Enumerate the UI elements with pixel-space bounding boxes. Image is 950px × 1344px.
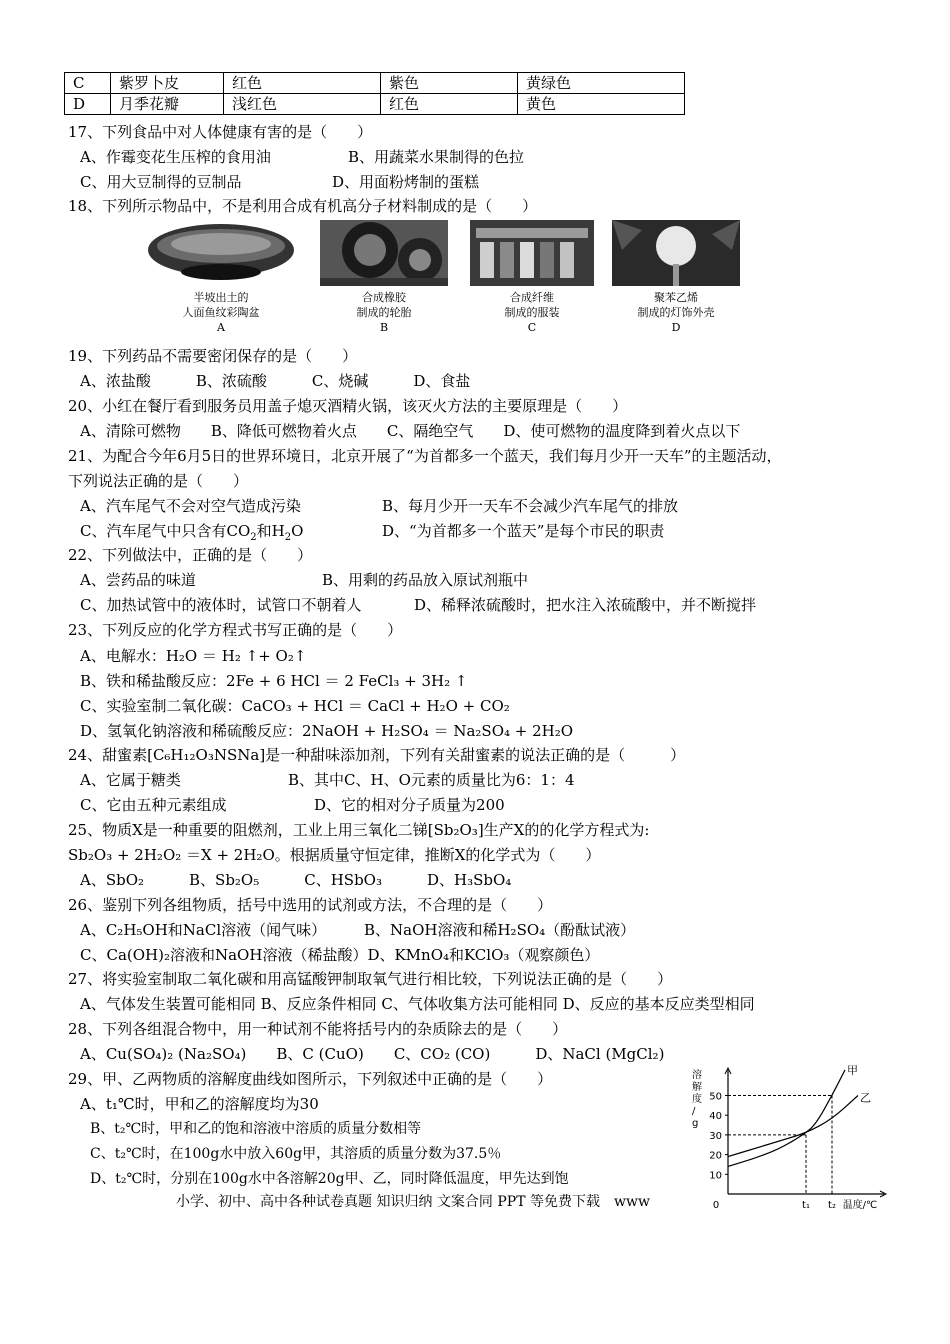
image-caption-a xyxy=(146,290,296,335)
y-axis-label-char: 解 xyxy=(692,1082,702,1093)
x-tick-label: t₁ xyxy=(802,1200,810,1211)
series-label: 乙 xyxy=(860,1091,871,1105)
y-tick-label: 20 xyxy=(709,1150,722,1162)
question-27-options: A、气体发生装置可能相同 B、反应条件相同 C、气体收集方法可能相同 D、反应的基本反应类型相同 xyxy=(80,995,755,1013)
caption-line: 人面鱼纹彩陶盆 xyxy=(182,306,260,319)
question-20-stem: 20、小红在餐厅看到服务员用盖子熄灭酒精火锅，该灭火方法的主要原理是（ ） xyxy=(68,397,628,415)
caption-letter: C xyxy=(527,321,537,334)
question-25-options: A、SbO₂ B、Sb₂O₅ C、HSbO₃ D、H₃SbO₄ xyxy=(80,871,512,889)
caption-letter: B xyxy=(379,321,389,334)
table-cell: C xyxy=(65,73,111,94)
question-25-stem: 25、物质X是一种重要的阻燃剂，工业上用三氧化二锑[Sb₂O₃]生产X的的化学方程式为: xyxy=(68,821,650,839)
question-23-option-b: B、铁和稀盐酸反应：2Fe + 6 HCl ＝ 2 FeCl₃ + 3H₂ ↑ xyxy=(80,672,468,690)
question-21-option-c xyxy=(80,522,303,547)
caption-line: 合成纤维 xyxy=(510,291,554,304)
question-17-option-b: B、用蔬菜水果制得的色拉 xyxy=(348,148,525,166)
question-24-option-b: B、其中C、H、O元素的质量比为6：1：4 xyxy=(288,771,575,789)
question-21-option-a: A、汽车尾气不会对空气造成污染 xyxy=(80,497,301,515)
table-row xyxy=(65,94,685,115)
question-26-option-cd: C、Ca(OH)₂溶液和NaOH溶液（稀盐酸）D、KMnO₄和KClO₃（观察颜色） xyxy=(80,946,600,964)
question-22-stem: 22、下列做法中，正确的是（ ） xyxy=(68,546,313,564)
question-17-option-d: D、用面粉烤制的蛋糕 xyxy=(332,173,480,191)
x-tick-label: t₂ xyxy=(828,1200,836,1211)
question-18-stem: 18、下列所示物品中，不是利用合成有机高分子材料制成的是（ ） xyxy=(68,197,538,215)
question-21-stem-cont: 下列说法正确的是（ ） xyxy=(68,472,249,490)
question-23-option-d: D、氢氧化钠溶液和稀硫酸反应：2NaOH + H₂SO₄ ＝ Na₂SO₄ + 2H₂O xyxy=(80,722,574,740)
question-28-options: A、Cu(SO₄)₂ (Na₂SO₄) B、C (CuO) C、CO₂ (CO) D、NaCl (MgCl₂) xyxy=(80,1045,665,1063)
x-tick-label: 0 xyxy=(712,1200,720,1211)
footer-text: 小学、初中、高中各种试卷真题 知识归纳 文案合同 PPT 等免费下载 www xyxy=(176,1194,650,1210)
series-label: 甲 xyxy=(847,1064,858,1077)
question-23-option-a: A、电解水：H₂O ＝ H₂ ↑+ O₂↑ xyxy=(80,647,307,665)
caption-letter: D xyxy=(671,321,681,334)
question-29-option-c: C、t₂℃时，在100g水中放入60g甲，其溶质的质量分数为37.5％ xyxy=(90,1146,502,1162)
question-24-option-d: D、它的相对分子质量为200 xyxy=(314,796,505,814)
table-cell: 黄绿色 xyxy=(518,73,685,94)
caption-line: 制成的灯饰外壳 xyxy=(637,306,715,319)
y-axis-label-char: 度 xyxy=(692,1094,702,1105)
question-26-stem: 26、鉴别下列各组物质，括号中选用的试剂或方法，不合理的是（ ） xyxy=(68,896,553,914)
caption-line: 制成的服装 xyxy=(504,306,560,319)
tire-image xyxy=(320,220,448,286)
question-21-stem: 21、为配合今年6月5日的世界环境日，北京开展了“为首都多一个蓝天，我们每月少开一天车”的主题活动， xyxy=(68,447,782,465)
subscript: 2 xyxy=(284,532,292,543)
solubility-chart xyxy=(688,1064,894,1218)
question-17-option-a: A、作霉变花生压榨的食用油 xyxy=(80,148,271,166)
image-caption-c xyxy=(470,290,594,335)
option-text: C、汽车尾气中只含有CO xyxy=(80,522,251,540)
question-21-option-d: D、“为首都多一个蓝天”是每个市民的职责 xyxy=(382,522,665,540)
question-17-option-c: C、用大豆制得的豆制品 xyxy=(80,173,242,191)
question-24-option-a: A、它属于糖类 xyxy=(80,771,181,789)
question-29-option-d: D、t₂℃时，分别在100g水中各溶解20g甲、乙，同时降低温度，甲先达到饱 xyxy=(90,1171,569,1187)
series-line-yi xyxy=(728,1096,858,1157)
question-24-stem: 24、甜蜜素[C₆H₁₂O₃NSNa]是一种甜味添加剂，下列有关甜蜜素的说法正确的是（ ） xyxy=(68,746,686,764)
caption-line: 制成的轮胎 xyxy=(356,306,412,319)
option-text: O xyxy=(291,522,304,540)
question-19-options: A、浓盐酸 B、浓硫酸 C、烧碱 D、食盐 xyxy=(80,372,471,390)
question-23-option-c: C、实验室制二氧化碳：CaCO₃ + HCl ＝ CaCl + H₂O + CO₂ xyxy=(80,697,510,715)
question-20-options: A、清除可燃物 B、降低可燃物着火点 C、隔绝空气 D、使可燃物的温度降到着火点以下 xyxy=(80,422,741,440)
indicator-table xyxy=(64,72,685,115)
y-tick-label: 50 xyxy=(709,1091,722,1103)
y-axis-label xyxy=(692,1068,702,1129)
table-cell: 黄色 xyxy=(518,94,685,115)
image-caption-b xyxy=(320,290,448,335)
question-29-option-b: B、t₂℃时，甲和乙的饱和溶液中溶质的质量分数相等 xyxy=(90,1121,422,1137)
table-cell: 红色 xyxy=(224,73,381,94)
table-cell: 紫色 xyxy=(381,73,518,94)
table-cell: 紫罗卜皮 xyxy=(111,73,224,94)
caption-line: 聚苯乙烯 xyxy=(654,291,698,304)
question-29-option-a: A、t₁℃时，甲和乙的溶解度均为30 xyxy=(80,1095,319,1113)
y-tick-label: 40 xyxy=(709,1111,722,1123)
x-axis-label: 温度/℃ xyxy=(842,1200,878,1211)
question-22-option-d: D、稀释浓硫酸时，把水注入浓硫酸中，并不断搅拌 xyxy=(414,596,757,614)
y-axis-label-char: g xyxy=(692,1118,699,1129)
question-29-stem: 29、甲、乙两物质的溶解度曲线如图所示，下列叙述中正确的是（ ） xyxy=(68,1070,553,1088)
question-17-stem: 17、下列食品中对人体健康有害的是（ ） xyxy=(68,123,373,141)
caption-letter: A xyxy=(217,321,225,334)
question-27-stem: 27、将实验室制取二氧化碳和用高锰酸钾制取氧气进行相比较，下列说法正确的是（ ） xyxy=(68,970,673,988)
caption-line: 合成橡胶 xyxy=(362,291,406,304)
question-25-stem-cont: Sb₂O₃ + 2H₂O₂ ＝X + 2H₂O。根据质量守恒定律，推断X的化学式为（ ） xyxy=(68,846,601,864)
option-text: 和H xyxy=(256,522,285,540)
question-24-option-c: C、它由五种元素组成 xyxy=(80,796,227,814)
question-23-stem: 23、下列反应的化学方程式书写正确的是（ ） xyxy=(68,621,403,639)
question-22-option-b: B、用剩的药品放入原试剂瓶中 xyxy=(322,571,529,589)
y-tick-label: 10 xyxy=(709,1170,722,1182)
y-axis-label-char: / xyxy=(692,1106,696,1117)
question-19-stem: 19、下列药品不需要密闭保存的是（ ） xyxy=(68,347,358,365)
y-tick-label: 30 xyxy=(709,1130,722,1142)
question-26-option-b: B、NaOH溶液和稀H₂SO₄（酚酞试液） xyxy=(364,921,636,939)
series-line-jia xyxy=(728,1070,845,1167)
question-28-stem: 28、下列各组混合物中，用一种试剂不能将括号内的杂质除去的是（ ） xyxy=(68,1020,568,1038)
table-cell: 浅红色 xyxy=(224,94,381,115)
image-caption-d xyxy=(612,290,740,335)
y-axis-label-char: 溶 xyxy=(692,1070,702,1081)
question-26-option-a: A、C₂H₅OH和NaCl溶液（闻气味） xyxy=(80,921,327,939)
table-row xyxy=(65,73,685,94)
table-cell: D xyxy=(65,94,111,115)
clothing-image xyxy=(470,220,594,286)
pottery-bowl-image xyxy=(146,220,296,286)
subscript: 2 xyxy=(250,532,257,543)
caption-line: 半坡出土的 xyxy=(193,291,249,304)
question-22-option-c: C、加热试管中的液体时，试管口不朝着人 xyxy=(80,596,362,614)
question-21-option-b: B、每月少开一天车不会减少汽车尾气的排放 xyxy=(382,497,679,515)
question-22-option-a: A、尝药品的味道 xyxy=(80,571,196,589)
lamp-image xyxy=(612,220,740,286)
table-cell: 月季花瓣 xyxy=(111,94,224,115)
table-cell: 红色 xyxy=(381,94,518,115)
